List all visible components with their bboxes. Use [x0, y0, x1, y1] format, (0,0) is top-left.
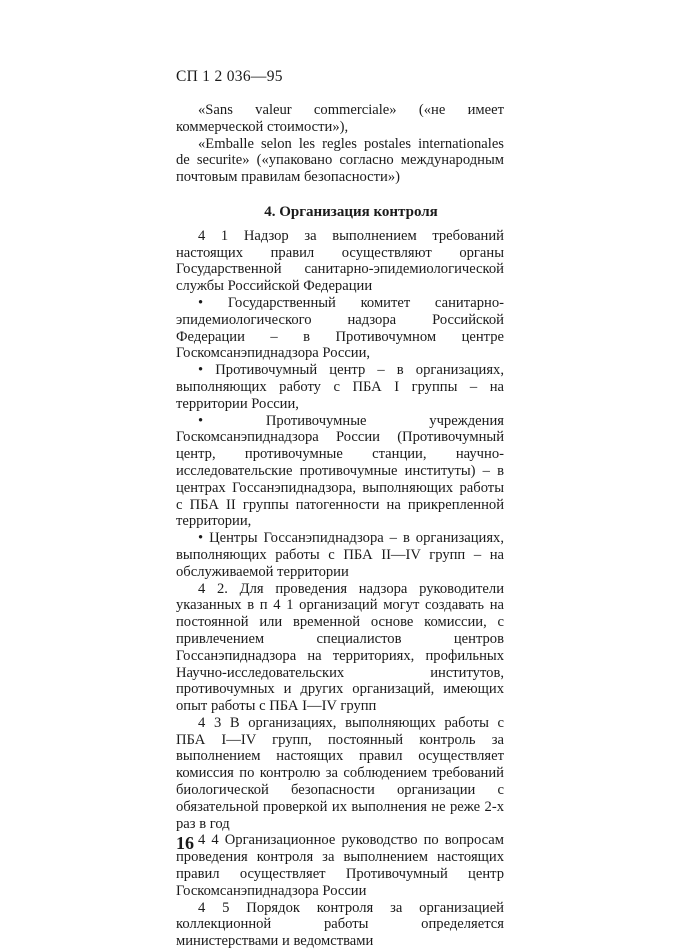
section-paragraph: 4 2. Для проведения надзора руководители указанных в п 4 1 организаций могут создавать на постоянной или временной основе комиссии, с привлечением специалистов центров Госсанэпиднадзора на территориях, профильных Научно-исследовательских институтов, противочумных и других организаций, имеющих опыт работы с ПБА I—IV групп: [176, 580, 504, 715]
section-paragraph: 4 3 В организациях, выполняющих работы с ПБА I—IV групп, постоянный контроль за выполнением настоящих правил осуществляет комиссия по контролю за соблюдением требований биологической безопасности организации с обязательной проверкой их выполнения не реже 2-х раз в год: [176, 714, 504, 832]
page-content: [176, 102, 504, 950]
section-title: 4. Организация контроля: [264, 203, 438, 220]
bullet-paragraph: • Противочумный центр – в организациях, выполняющих работу с ПБА I группы – на территории России,: [176, 362, 504, 412]
intro-paragraph: «Emballe selon les regles postales internationales de securite» («упаковано согласно международным почтовым правилам безопасности»): [176, 135, 504, 186]
bullet-paragraph: • Государственный комитет санитарно-эпидемиологического надзора Российской Федерации – в Противочумном центре Госкомсанэпиднадзора России,: [176, 294, 504, 362]
section-paragraph: 4 5 Порядок контроля за организацией коллекционной работы определяется министерствами и ведомствами: [176, 899, 504, 950]
section-paragraph: 4 4 Организационное руководство по вопросам проведения контроля за выполнением настоящих правил осуществляет Противочумный центр Госкомсанэпиднадзора России: [176, 832, 504, 899]
bullet-paragraph: • Центры Госсанэпиднадзора – в организациях, выполняющих работы с ПБА II—IV групп – на обслуживаемой территории: [176, 530, 504, 580]
intro-paragraph: «Sans valeur commerciale» («не имеет коммерческой стоимости»),: [176, 102, 504, 135]
document-code-header: СП 1 2 036—95: [176, 68, 283, 85]
section-paragraph: 4 1 Надзор за выполнением требований настоящих правил осуществляют органы Государственной санитарно-эпидемиологической службы Российской Федерации: [176, 227, 504, 295]
bullet-paragraph: • Противочумные учреждения Госкомсанэпиднадзора России (Противочумный центр, противочумные станции, научно-исследовательские противочумные институты) – в центрах Госсанэпиднадзора, выполняющих работы с ПБА II группы патогенности на прикрепленной территории,: [176, 412, 504, 530]
page-number: 16: [176, 833, 194, 853]
